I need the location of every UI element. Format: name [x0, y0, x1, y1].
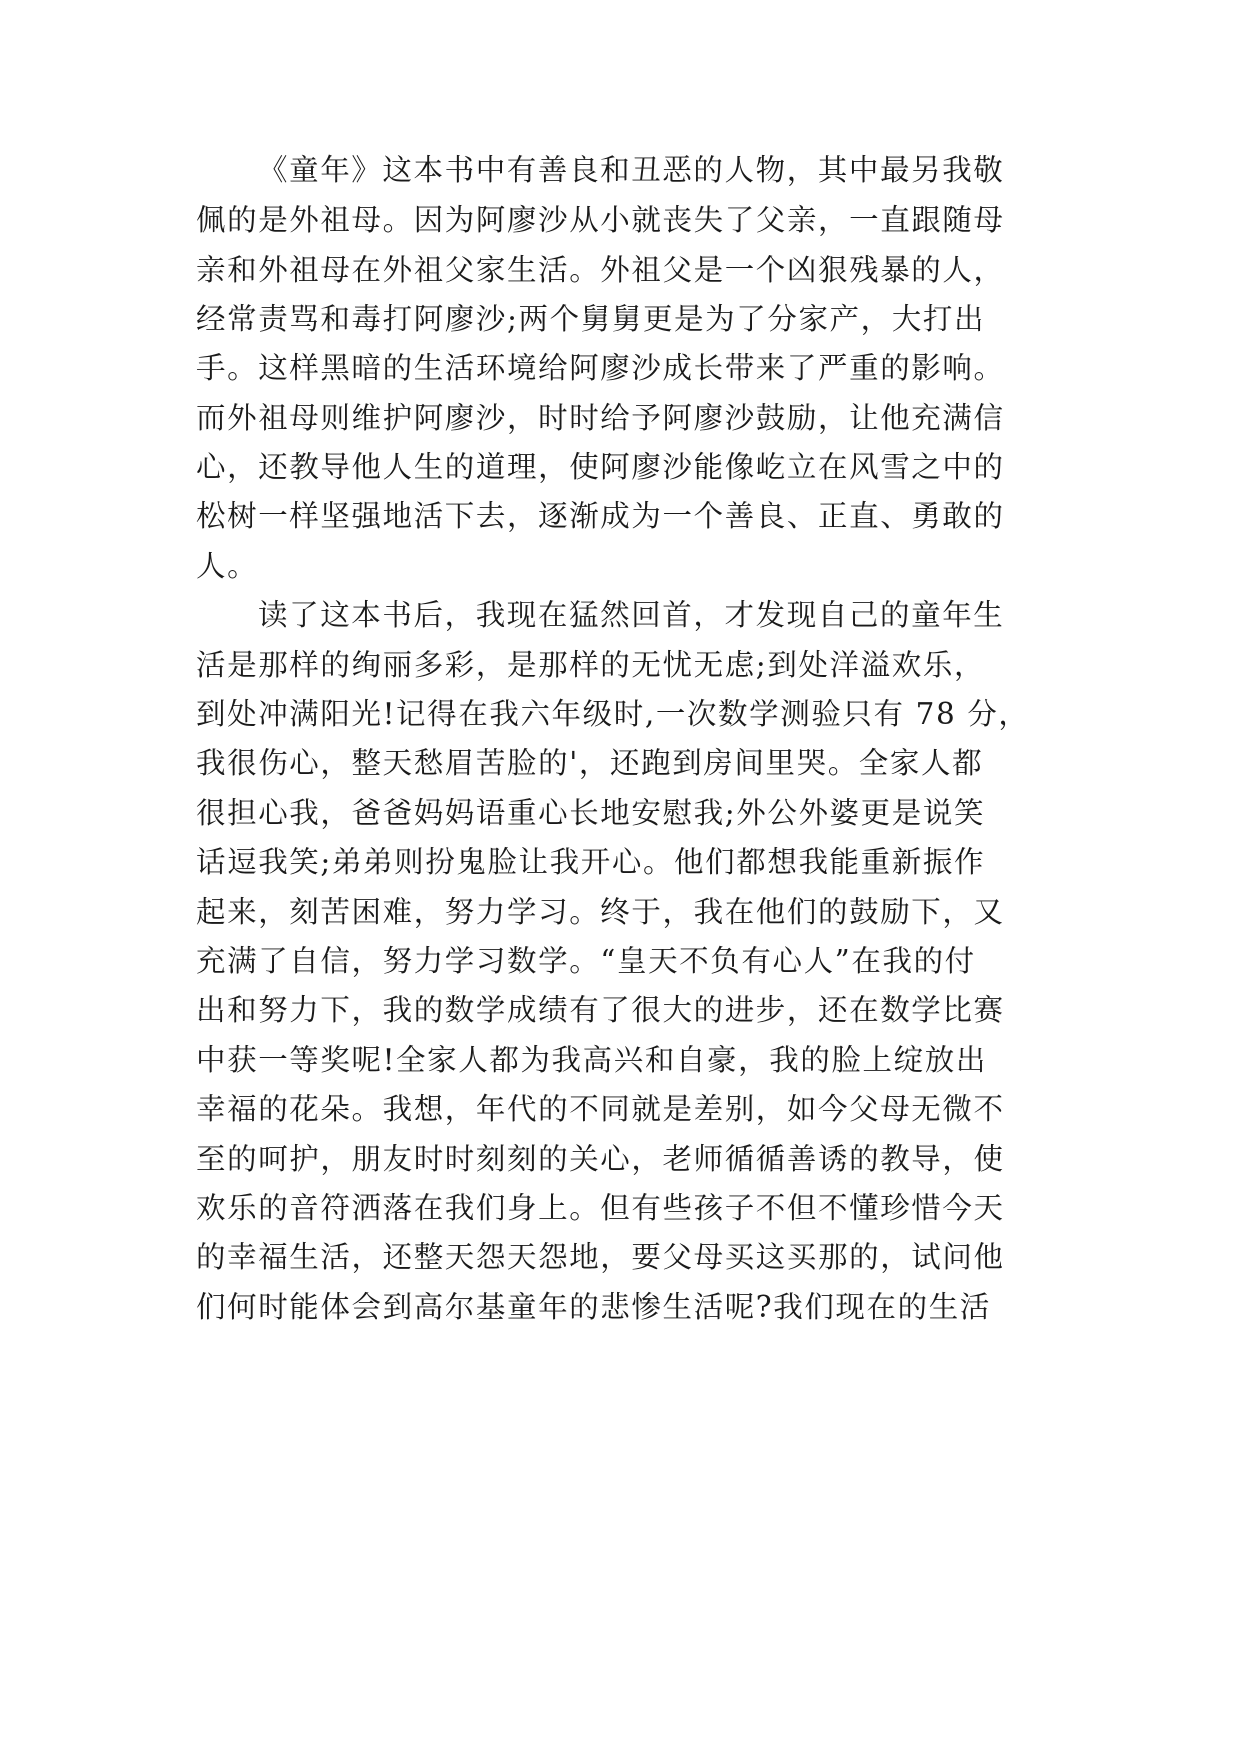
text-line: 读了这本书后，我现在猛然回首，才发现自己的童年生 [258, 598, 1005, 632]
text-line: 出和努力下，我的数学成绩有了很大的进步，还在数学比赛 [196, 993, 1005, 1027]
text-line: 手。这样黑暗的生活环境给阿廖沙成长带来了严重的影响。 [196, 351, 1005, 385]
text-line: 充满了自信，努力学习数学。“皇天不负有心人”在我的付 [196, 944, 976, 978]
text-line: 心，还教导他人生的道理，使阿廖沙能像屹立在风雪之中的 [196, 450, 1005, 484]
text-line: 我很伤心，整天愁眉苦脸的'，还跑到房间里哭。全家人都 [196, 746, 984, 780]
text-line: 松树一样坚强地活下去，逐渐成为一个善良、正直、勇敢的 [196, 499, 1005, 533]
text-line: 人。 [196, 549, 259, 583]
text-line: 话逗我笑;弟弟则扮鬼脸让我开心。他们都想我能重新振作 [196, 845, 986, 879]
text-line: 幸福的花朵。我想，年代的不同就是差别，如今父母无微不 [196, 1092, 1005, 1126]
text-line: 中获一等奖呢!全家人都为我高兴和自豪，我的脸上绽放出 [196, 1043, 987, 1077]
text-line: 很担心我，爸爸妈妈语重心长地安慰我;外公外婆更是说笑 [196, 796, 986, 830]
text-line: 佩的是外祖母。因为阿廖沙从小就丧失了父亲，一直跟随母 [196, 203, 1005, 237]
text-line: 们何时能体会到高尔基童年的悲惨生活呢?我们现在的生活 [196, 1290, 991, 1324]
text-line: 经常责骂和毒打阿廖沙;两个舅舅更是为了分家产，大打出 [196, 302, 986, 336]
text-line: 活是那样的绚丽多彩，是那样的无忧无虑;到处洋溢欢乐， [196, 648, 986, 682]
text-line: 的幸福生活，还整天怨天怨地，要父母买这买那的，试问他 [196, 1240, 1005, 1274]
text-line: 至的呵护，朋友时时刻刻的关心，老师循循善诱的教导，使 [196, 1142, 1005, 1176]
text-line: 亲和外祖母在外祖父家生活。外祖父是一个凶狠残暴的人， [196, 253, 1005, 287]
text-line: 欢乐的音符洒落在我们身上。但有些孩子不但不懂珍惜今天 [196, 1191, 1005, 1225]
text-line: 《童年》这本书中有善良和丑恶的人物，其中最另我敬 [258, 153, 1005, 187]
text-line: 到处冲满阳光!记得在我六年级时,一次数学测验只有 78 分， [196, 697, 1030, 731]
text-line: 而外祖母则维护阿廖沙，时时给予阿廖沙鼓励，让他充满信 [196, 401, 1005, 435]
text-line: 起来，刻苦困难，努力学习。终于，我在他们的鼓励下，又 [196, 895, 1005, 929]
